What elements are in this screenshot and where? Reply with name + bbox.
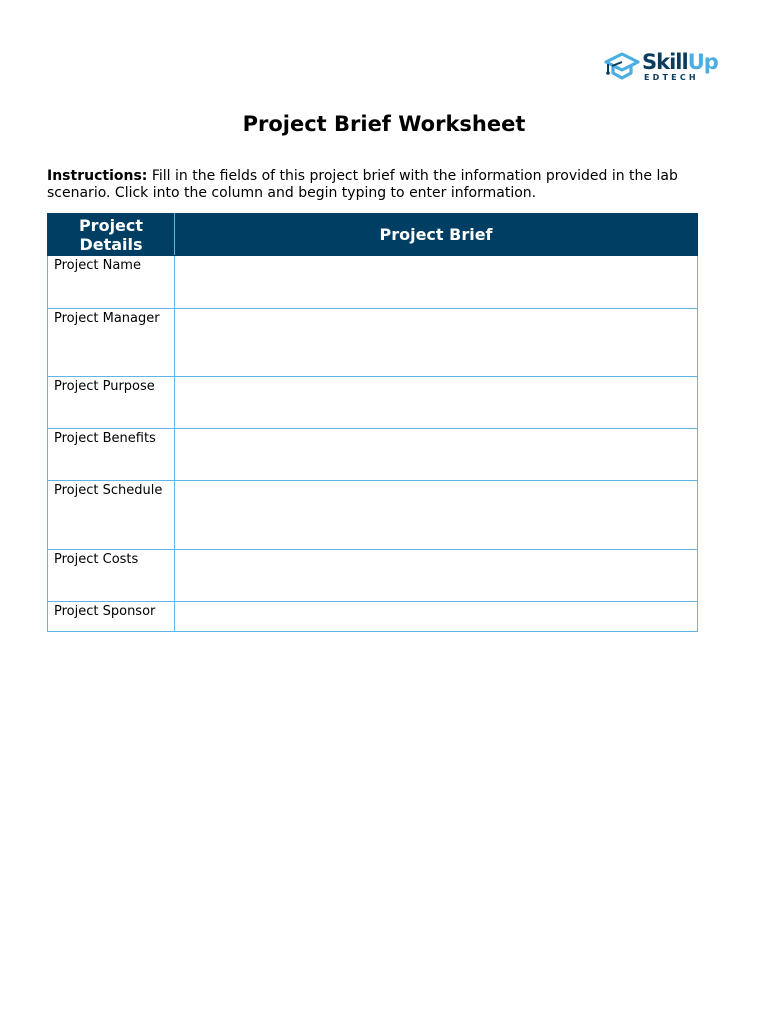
table-row bbox=[48, 256, 698, 309]
project-costs-input[interactable] bbox=[181, 552, 691, 568]
instructions bbox=[47, 168, 707, 202]
header-project-details: Project Details bbox=[48, 214, 175, 256]
project-benefits-input[interactable] bbox=[181, 431, 691, 447]
project-schedule-input[interactable] bbox=[181, 483, 691, 499]
project-benefits-field[interactable] bbox=[175, 429, 698, 481]
table-header-row bbox=[48, 214, 698, 256]
row-label-project-name: Project Name bbox=[48, 256, 175, 309]
project-name-input[interactable] bbox=[181, 258, 691, 274]
graduation-cap-logo-icon bbox=[604, 52, 640, 82]
header-project-brief: Project Brief bbox=[175, 214, 698, 256]
project-name-field[interactable] bbox=[175, 256, 698, 309]
row-label-project-schedule: Project Schedule bbox=[48, 481, 175, 550]
table-row bbox=[48, 602, 698, 632]
project-brief-table bbox=[47, 213, 698, 632]
project-manager-input[interactable] bbox=[181, 311, 691, 327]
table-row bbox=[48, 377, 698, 429]
table-row bbox=[48, 481, 698, 550]
project-schedule-field[interactable] bbox=[175, 481, 698, 550]
logo-wordmark bbox=[642, 50, 718, 74]
row-label-project-costs: Project Costs bbox=[48, 550, 175, 602]
instructions-text: Fill in the fields of this project brief with the information provided in the lab scenario. Click into the column and begin typing to enter information. bbox=[47, 168, 678, 201]
project-sponsor-field[interactable] bbox=[175, 602, 698, 632]
skillup-logo bbox=[604, 50, 722, 84]
logo-word-part2: Up bbox=[687, 50, 718, 74]
row-label-project-manager: Project Manager bbox=[48, 309, 175, 377]
row-label-project-benefits: Project Benefits bbox=[48, 429, 175, 481]
project-purpose-field[interactable] bbox=[175, 377, 698, 429]
instructions-label: Instructions: bbox=[47, 168, 148, 184]
project-manager-field[interactable] bbox=[175, 309, 698, 377]
table-row bbox=[48, 550, 698, 602]
project-purpose-input[interactable] bbox=[181, 379, 691, 395]
logo-word-part1: Skill bbox=[642, 50, 688, 74]
table-row bbox=[48, 309, 698, 377]
table-row bbox=[48, 429, 698, 481]
project-sponsor-input[interactable] bbox=[181, 604, 691, 620]
project-costs-field[interactable] bbox=[175, 550, 698, 602]
row-label-project-purpose: Project Purpose bbox=[48, 377, 175, 429]
logo-subtitle: EDTECH bbox=[644, 73, 699, 82]
row-label-project-sponsor: Project Sponsor bbox=[48, 602, 175, 632]
page-title: Project Brief Worksheet bbox=[242, 112, 526, 136]
